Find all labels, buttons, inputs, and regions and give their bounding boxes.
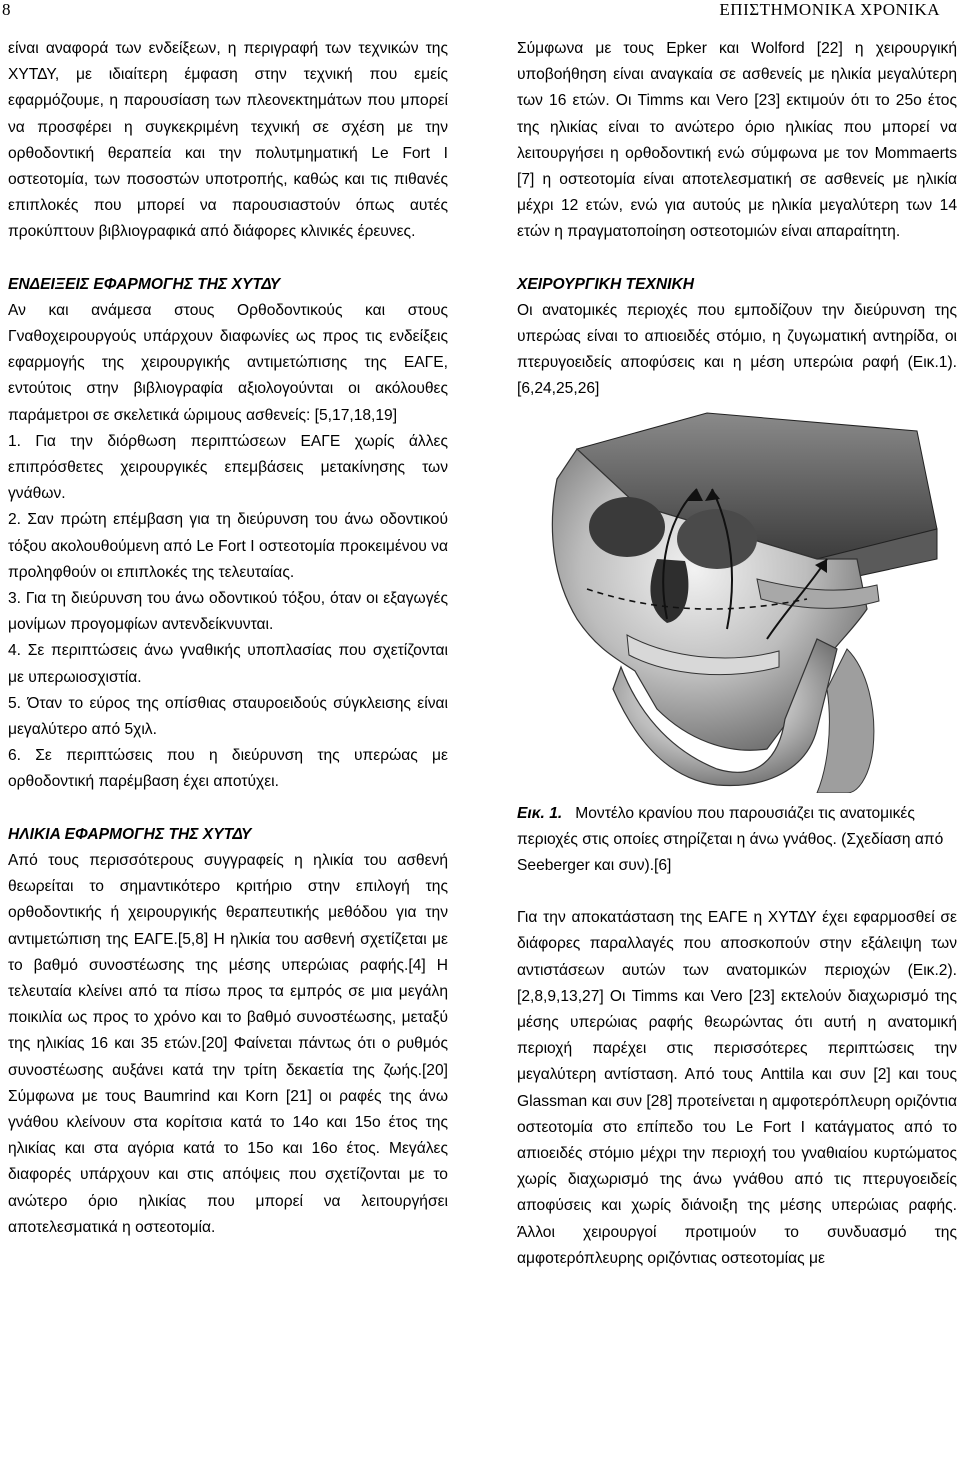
indication-item-3: 3. Για τη διεύρυνση του άνω οδοντικού τόξου, όταν οι εξαγωγές μονίμων προγομφίων αντενδείκνυνται. [8,590,448,634]
intro-paragraph: είναι αναφορά των ενδείξεων, η περιγραφή των τεχνικών της ΧΥΤΔΥ, με ιδιαίτερη έμφαση στην τεχνική που εμείς εφαρμόζουμε, η παρουσίαση των πλεονεκτημάτων που μπορεί να προσφέρει η συγκεκριμένη τεχνική σε σχέση με την ορθοδοντική θεραπεία και την πολυτμηματική Le Fort I οστεοτομία, των ποσοστών υποτροπής, καθώς και τις πιθανές επιπλοκές που μπορεί να παρουσιαστούν όπως αυτές προκύπτουν βιβλιογραφικά από διάφορες κλινικές έρευνες. [8,40,448,241]
surgical-technique-paragraph: Οι ανατομικές περιοχές που εμποδίζουν την διεύρυνση της υπερώας είναι το απιοειδές στόμιο, η ζυγωματική αντηρίδα, οι πτερυγοειδείς αποφύσεις και η μέση υπερώια ραφή (Εικ.1). [6,24,25,26] [517,301,957,398]
indication-item-6: 6. Σε περιπτώσεις που η διεύρυνση της υπερώας με ορθοδοντική παρέμβαση έχει αποτύχει. [8,747,448,791]
indication-item-1: 1. Για την διόρθωση περιπτώσεων ΕΑΓΕ χωρίς άλλες επιπρόσθετες χειρουργικές επεμβάσεις μετακίνησης των γνάθων. [8,432,448,503]
right-column [517,36,957,1272]
indications-heading: ΕΝΔΕΙΞΕΙΣ ΕΦΑΡΜΟΓΗΣ ΤΗΣ ΧΥΤΔΥ [8,275,281,293]
indication-item-2: 2. Σαν πρώτη επέμβαση για τη διεύρυνση του άνω οδοντικού τόξου ακολουθούμενη από Le Fort I οστεοτομία προκειμένου να προληφθούν οι επιπλοκές της τελευταίας. [8,511,448,581]
figure-caption [517,801,957,880]
indication-item-4: 4. Σε περιπτώσεις άνω γναθικής υποπλασίας που σχετίζονται με υπερωιοσχιστία. [8,642,448,686]
indications-intro: Αν και ανάμεσα στους Ορθοδοντικούς και στους Γναθοχειρουργούς υπάρχουν διαφωνίες ως προς τις ενδείξεις εφαρμογής της χειρουργικής αντιμετώπισης της ΕΑΓΕ, εντούτοις στην βιβλιογραφία αξιολογούνται οι ακόλουθες παράμετροι σε σκελετικά ώριμους ασθενείς: [5,17,18,19] [8,301,448,424]
figure-label: Εικ. 1. [517,804,563,822]
figure-caption-text: Μοντέλο κρανίου που παρουσιάζει τις ανατομικές περιοχές στις οποίες στηρίζεται η άνω γνάθος. (Σχεδίαση από Seeberger και συν).[6] [517,804,944,875]
closing-paragraph: Για την αποκατάσταση της ΕΑΓΕ η ΧΥΤΔΥ έχει εφαρμοσθεί σε διάφορες παραλλαγές που αποσκοπούν στην εξάλειψη των αντιστάσεων αυτών των ανατομικών περιοχών (Εικ.2).[2,8,9,13,27] Οι Timms και Vero [23] εκτελούν διαχωρισμό της μέσης υπερώιας ραφής θεωρώντας ότι αυτή η ανατομική περιοχή παρέχει στις περισσότερες περιπτώσεις την μεγαλύτερη αντίσταση. Από τους Anttila και συν [2] και τους Glassman και συν [28] προτείνεται η αμφοτερόπλευρη οριζόντια οστεοτομία στο επίπεδο του Le Fort I κατάγματος από το απιοειδές στόμιο μέχρι την περιοχή του γναθιαίου κυρτώματος χωρίς διαχωρισμό της άνω γνάθου από τις πτερυγοειδείς αποφύσεις και χωρίς διάνοιξη της μέσης υπερώιας ραφής. Άλλοι χειρουργοί προτιμούν το συνδυασμό της αμφοτερόπλευρης οριζόντιας οστεοτομίας με [517,909,957,1267]
age-continuation-paragraph: Σύμφωνα με τους Epker και Wolford [22] η χειρουργική υποβοήθηση είναι αναγκαία σε ασθενείς με ηλικία μεγαλύτερη των 16 ετών. Οι Timms και Vero [23] εκτιμούν ότι το 25ο έτος της ηλικίας είναι το ανώτερο όριο ηλικίας που μπορεί να λειτουργήσει η ορθοδοντική ενώ σύμφωνα με τον Mommaerts [7] η οστεοτομία είναι αποτελεσματική σε ασθενείς με ηλικία μέχρι 12 ετών, ενώ για αυτούς με ηλικία μεγαλύτερη των 14 ετών η πραγματοποίηση οστεοτομιών είναι απαραίτητη. [517,40,957,241]
surgical-technique-heading: ΧΕΙΡΟΥΡΓΙΚΗ ΤΕΧΝΙΚΗ [517,275,694,293]
left-column [8,36,448,1241]
skull-model-figure [517,409,957,793]
age-heading: ΗΛΙΚΙΑ ΕΦΑΡΜΟΓΗΣ ΤΗΣ ΧΥΤΔΥ [8,825,252,843]
journal-running-header: ΕΠΙΣΤΗΜΟΝΙΚΑ ΧΡΟΝΙΚΑ [719,0,940,19]
indication-item-5: 5. Όταν το εύρος της οπίσθιας σταυροειδούς σύγκλεισης είναι μεγαλύτερο από 5χιλ. [8,694,448,739]
skull-illustration [517,409,957,793]
age-paragraph: Από τους περισσότερους συγγραφείς η ηλικία του ασθενή θεωρείται το σημαντικότερο κριτήριο στην επιλογή της ορθοδοντικής ή χειρουργικής θεραπευτικής μεθόδου για την αντιμετώπιση της ΕΑΓΕ.[5,8] Η ηλικία του ασθενή σχετίζεται με το βαθμό συνοστέωσης της μέσης υπερώιας ραφής.[4] Η τελευταία κλείνει από τα πίσω προς τα εμπρός σε μια μεγάλη ποικιλία ως προς το χρόνο και το βαθμό συνοστέωσης, μεταξύ της ηλικίας 16 και 35 ετών.[20] Φαίνεται πάντως ότι ο ρυθμός συνοστέωσης αυξάνει κατά την τρίτη δεκαετία της ζωής.[20] Σύμφωνα με τους Baumrind και Korn [21] οι ραφές της άνω γνάθου κλείνουν στα κορίτσια κατά το 14ο και 15ο έτος της ηλικίας και στα αγόρια κατά το 15ο και 16ο έτος. Μεγάλες διαφορές υπάρχουν και στις απόψεις που σχετίζονται με το ανώτερο όριο ηλικίας που μπορεί να λειτουργήσει αποτελεσματικά η οστεοτομία. [8,851,448,1236]
page-number: 8 [2,0,11,19]
